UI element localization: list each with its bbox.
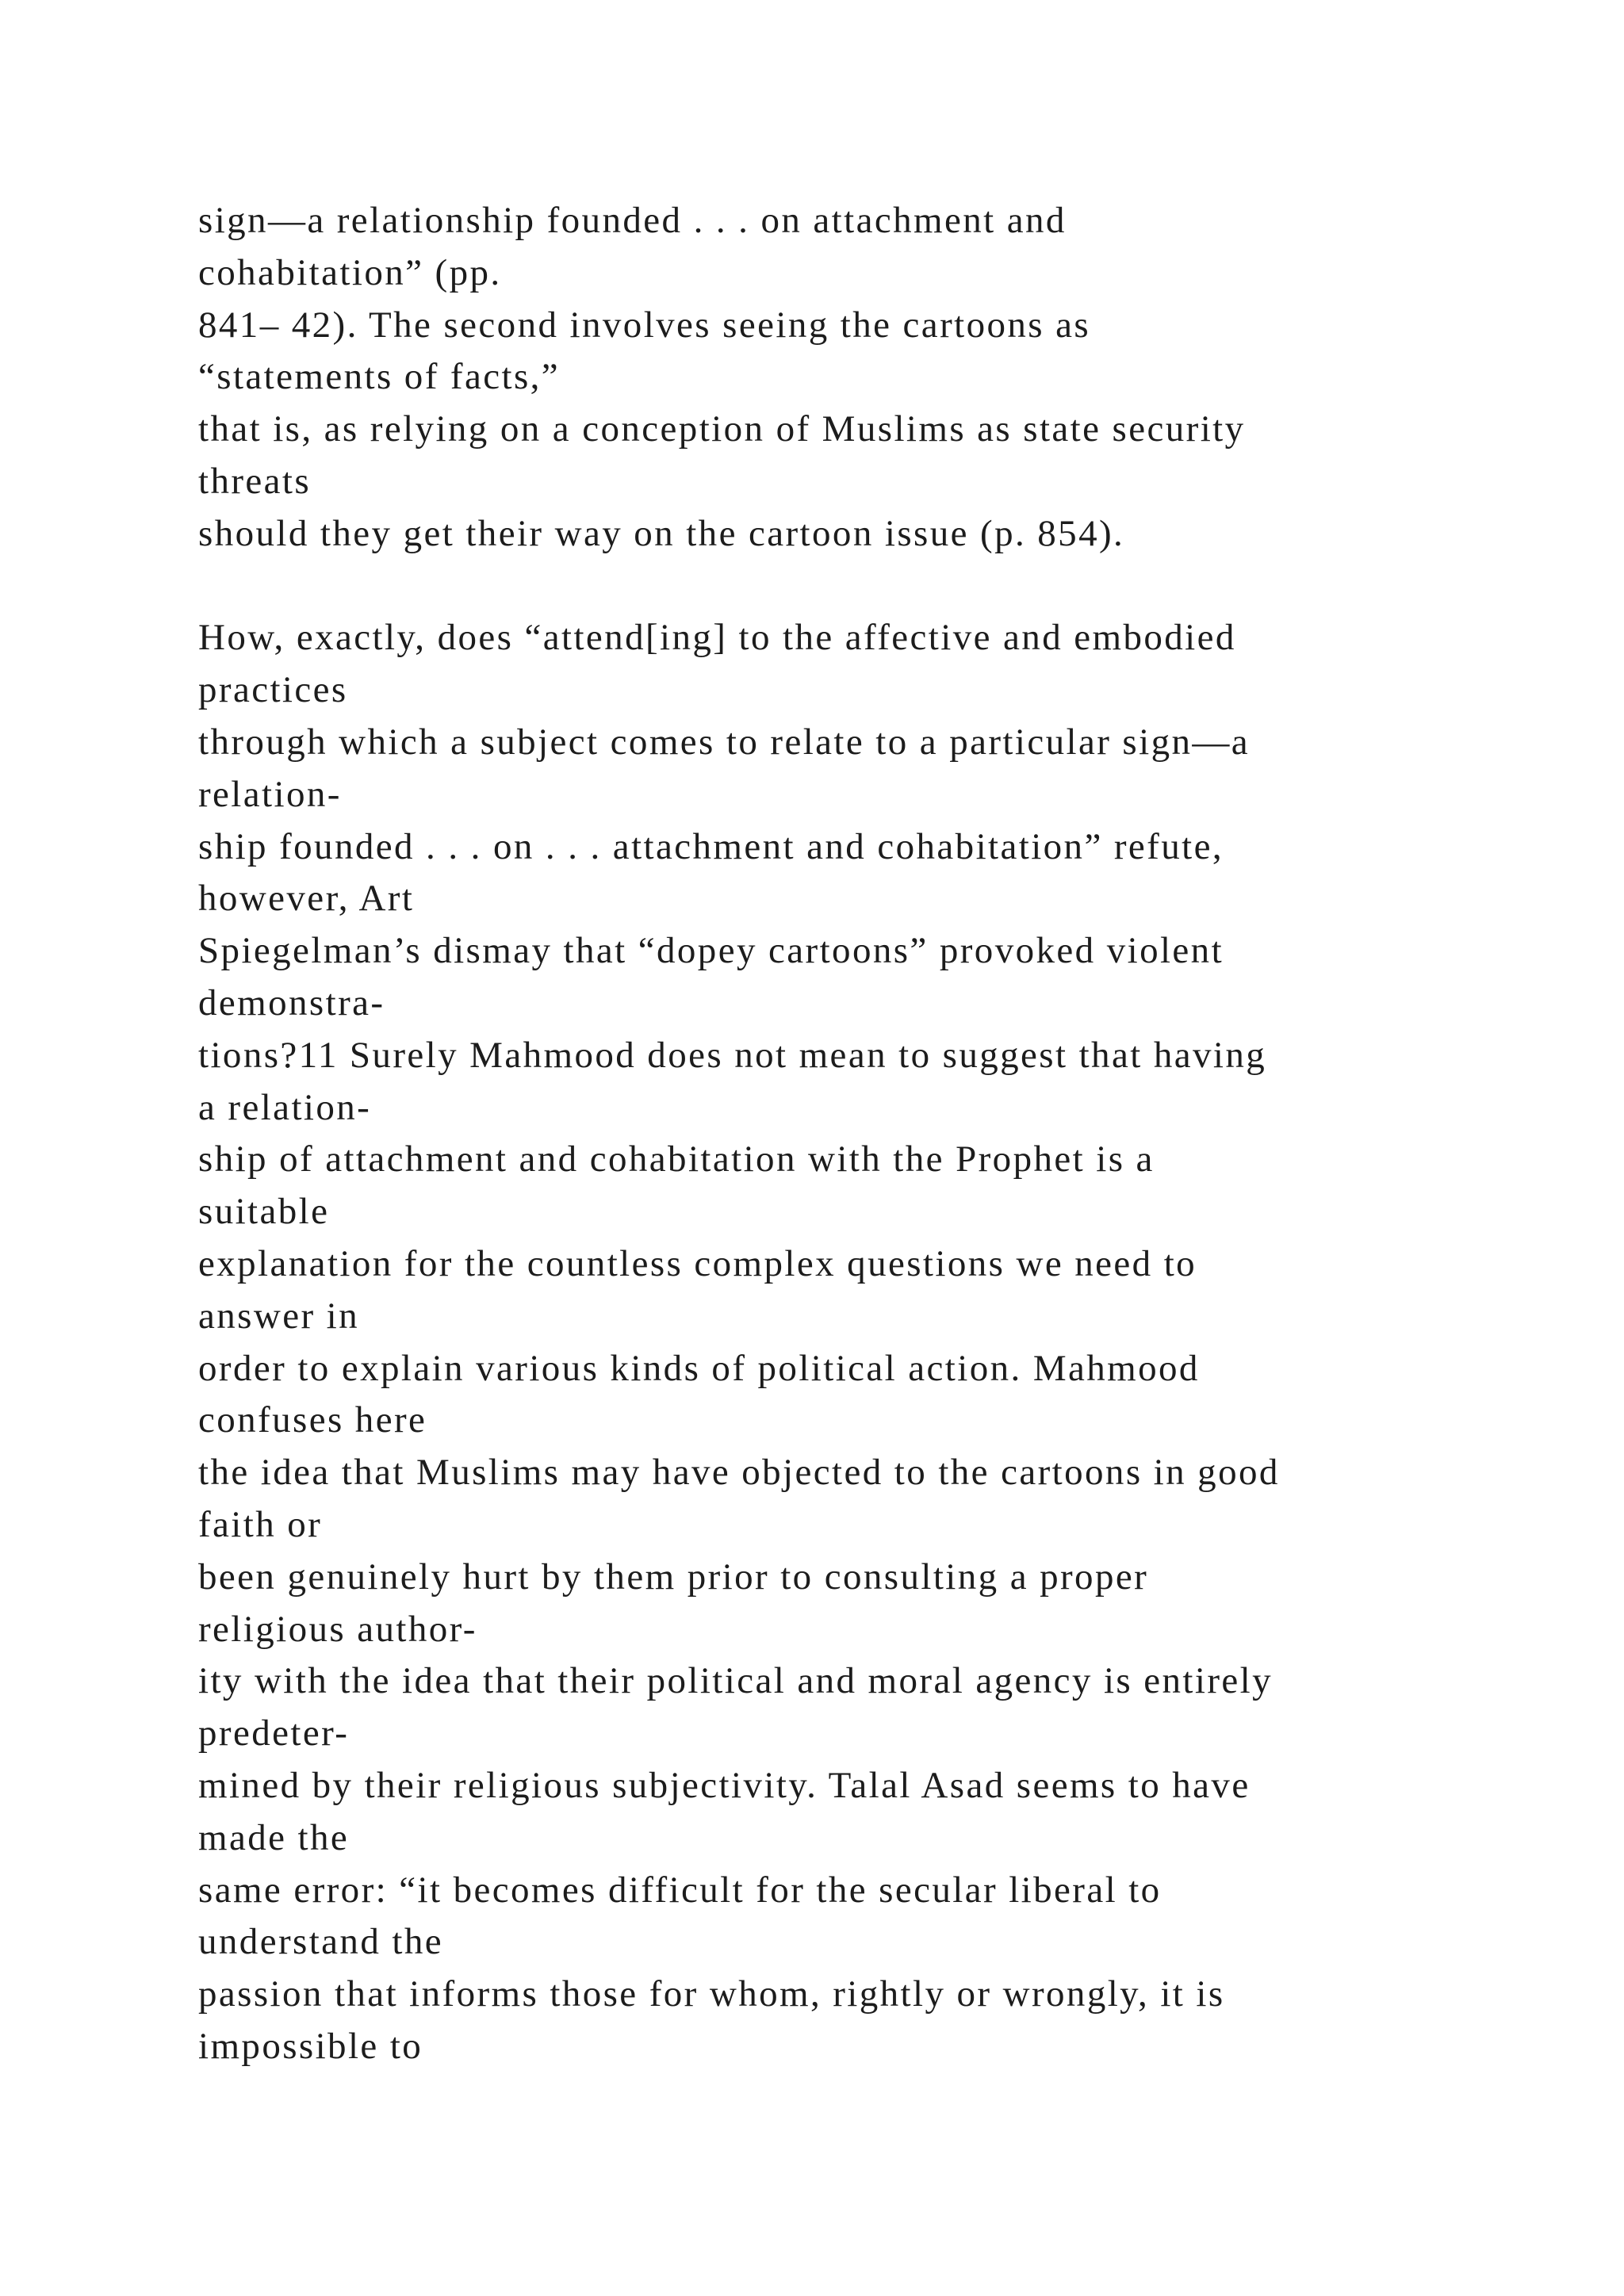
- text-line: that is, as relying on a conception of Muslims as state security: [198, 408, 1246, 450]
- text-line: demonstra-: [198, 982, 385, 1024]
- text-line: answer in: [198, 1295, 360, 1337]
- text-line: suitable: [198, 1191, 330, 1233]
- text-line: religious author-: [198, 1608, 477, 1650]
- text-line: made the: [198, 1816, 350, 1858]
- text-line: impossible to: [198, 2025, 423, 2067]
- text-line: tions?11 Surely Mahmood does not mean to suggest that having: [198, 1034, 1267, 1076]
- paragraph-break: [198, 561, 1546, 613]
- body-text: [198, 195, 1546, 2073]
- text-line: explanation for the countless complex questions we need to: [198, 1242, 1197, 1284]
- text-line: Spiegelman’s dismay that “dopey cartoons” provoked violent: [198, 930, 1224, 972]
- text-line: threats: [198, 460, 312, 502]
- text-line: understand the: [198, 1921, 443, 1963]
- text-line: predeter-: [198, 1712, 350, 1755]
- text-line: confuses here: [198, 1399, 427, 1441]
- text-line: the idea that Muslims may have objected to the cartoons in good: [198, 1452, 1280, 1494]
- text-line: however, Art: [198, 878, 415, 920]
- text-line: order to explain various kinds of political action. Mahmood: [198, 1347, 1200, 1389]
- text-line: 841– 42). The second involves seeing the cartoons as: [198, 304, 1091, 346]
- text-line: relation-: [198, 773, 342, 815]
- text-line: ity with the idea that their political and moral agency is entirely: [198, 1660, 1274, 1702]
- text-line: ship founded . . . on . . . attachment and cohabitation” refute,: [198, 825, 1224, 867]
- text-line: same error: “it becomes difficult for the secular liberal to: [198, 1869, 1162, 1911]
- text-line: “statements of facts,”: [198, 356, 561, 398]
- text-line: been genuinely hurt by them prior to consulting a proper: [198, 1556, 1149, 1598]
- text-line: ship of attachment and cohabitation with the Prophet is a: [198, 1138, 1155, 1181]
- text-line: a relation-: [198, 1086, 372, 1128]
- text-line: faith or: [198, 1503, 323, 1545]
- text-line: through which a subject comes to relate to a particular sign—a: [198, 721, 1251, 763]
- text-line: How, exactly, does “attend[ing] to the affective and embodied: [198, 617, 1236, 659]
- text-line: mined by their religious subjectivity. Talal Asad seems to have: [198, 1764, 1251, 1806]
- text-line: cohabitation” (pp.: [198, 251, 502, 293]
- text-line: practices: [198, 669, 348, 711]
- text-line: passion that informs those for whom, rightly or wrongly, it is: [198, 1973, 1225, 2015]
- text-line: should they get their way on the cartoon issue (p. 854).: [198, 512, 1125, 554]
- text-line: sign—a relationship founded . . . on attachment and: [198, 200, 1067, 241]
